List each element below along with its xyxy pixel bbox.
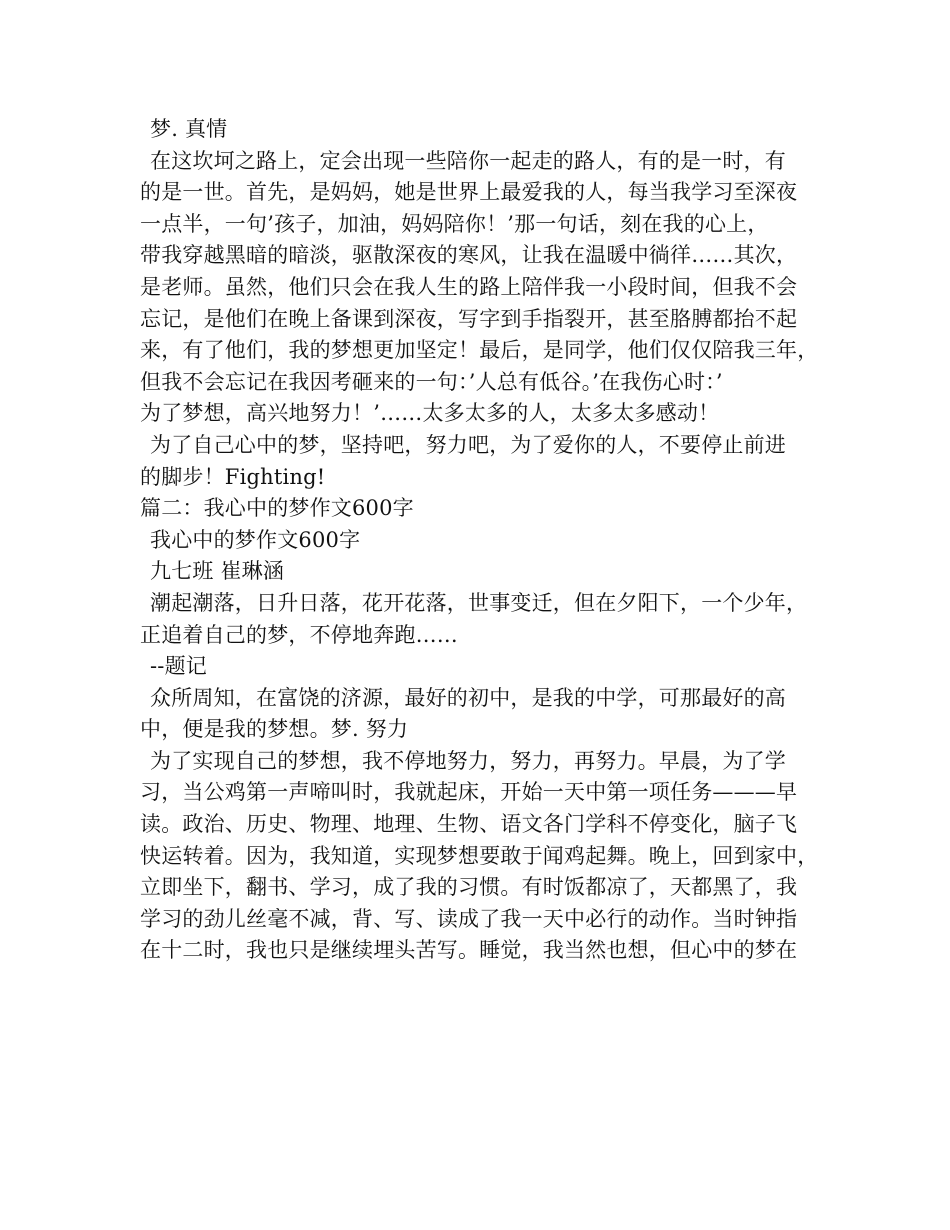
- text-line: 在十二时，我也只是继续埋头苦写。睡觉，我当然也想，但心中的梦在: [140, 938, 798, 963]
- text-line: 中，便是我的梦想。梦. 努力: [140, 717, 409, 742]
- document-page: [140, 114, 830, 967]
- text-line: 为了实现自己的梦想，我不停地努力，努力，再努力。早晨，为了学: [150, 748, 786, 773]
- text-line: 来，有了他们，我的梦想更加坚定！最后，是同学，他们仅仅陪我三年，: [140, 338, 819, 363]
- text-line: 一点半，一句’孩子，加油，妈妈陪你！’那一句话，刻在我的心上，: [140, 211, 769, 236]
- text-line: 正追着自己的梦，不停地奔跑……: [140, 622, 458, 647]
- text-line: 我心中的梦作文600字: [150, 527, 361, 552]
- text-line: 习，当公鸡第一声啼叫时，我就起床，开始一天中第一项任务———早: [140, 780, 798, 805]
- text-line: 带我穿越黑暗的暗淡，驱散深夜的寒风，让我在温暖中徜徉……其次，: [140, 243, 798, 268]
- text-line: 为了梦想，高兴地努力！’……太多太多的人，太多太多感动！: [140, 401, 720, 426]
- text-line: 忘记，是他们在晚上备课到深夜，写字到手指裂开，甚至胳膊都抬不起: [140, 306, 798, 331]
- text-line: --题记: [150, 654, 207, 679]
- text-line: 的脚步！Fighting!: [140, 464, 326, 489]
- text-line: 立即坐下，翻书、学习，成了我的习惯。有时饭都凉了，天都黑了，我: [140, 875, 798, 900]
- text-line: 梦. 真情: [150, 117, 228, 141]
- text-line: 九七班 崔琳涵: [150, 559, 285, 584]
- text-line: 是老师。虽然，他们只会在我人生的路上陪伴我一小段时间，但我不会: [140, 274, 798, 299]
- text-line: 快运转着。因为，我知道，实现梦想要敢于闻鸡起舞。晚上，回到家中，: [140, 843, 819, 868]
- text-line: 学习的劲儿丝毫不减，背、写、读成了我一天中必行的动作。当时钟指: [140, 906, 798, 931]
- text-line: 在这坎坷之路上，定会出现一些陪你一起走的路人，有的是一时，有: [150, 148, 786, 173]
- text-line: 篇二：我心中的梦作文600字: [140, 496, 414, 521]
- text-line: 的是一世。首先，是妈妈，她是世界上最爱我的人，每当我学习至深夜: [140, 180, 798, 205]
- text-line: 众所周知，在富饶的济源，最好的初中，是我的中学，可那最好的高: [150, 685, 786, 710]
- text-line: 潮起潮落，日升日落，花开花落，世事变迁，但在夕阳下，一个少年，: [150, 590, 808, 615]
- text-line: 读。政治、历史、物理、地理、生物、语文各门学科不停变化，脑子飞: [140, 812, 798, 837]
- text-line: 为了自己心中的梦，坚持吧，努力吧，为了爱你的人，不要停止前进: [150, 432, 786, 457]
- text-line: 但我不会忘记在我因考砸来的一句：’人总有低谷。’在我伤心时：’: [140, 369, 723, 394]
